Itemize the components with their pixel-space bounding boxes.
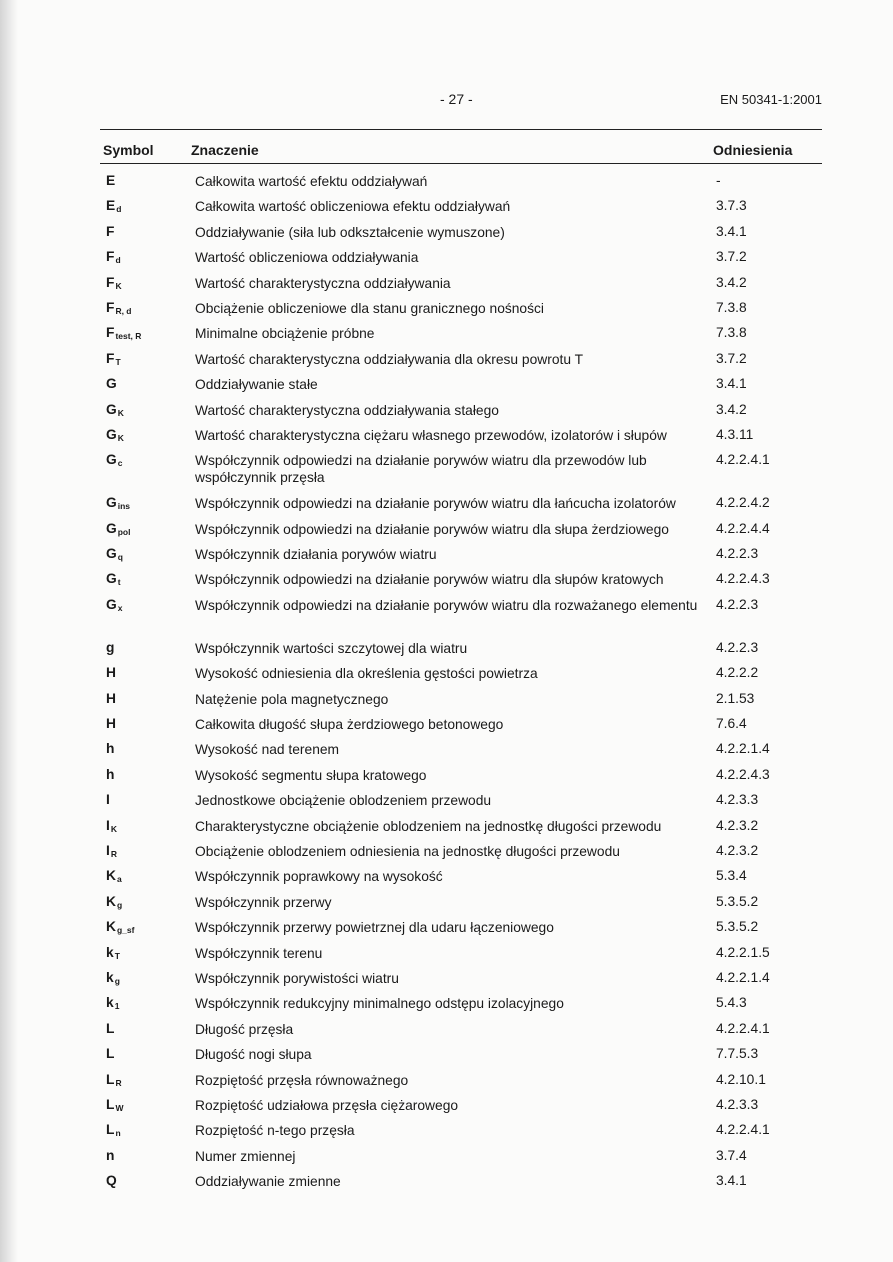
symbol-subscript: q xyxy=(117,552,123,563)
symbol-subscript: pol xyxy=(117,526,131,537)
symbol-letter: F xyxy=(106,325,115,341)
symbol-cell xyxy=(106,970,120,986)
table-row xyxy=(0,493,893,518)
symbol-cell xyxy=(106,198,121,214)
reference-cell: 4.2.2.4.2 xyxy=(716,495,770,511)
symbol-cell xyxy=(106,665,116,680)
reference-cell: 4.2.2.4.3 xyxy=(716,766,770,782)
symbol-cell xyxy=(106,1097,123,1113)
table-row xyxy=(0,298,893,323)
meaning-cell: Współczynnik odpowiedzi na działanie porywów wiatru dla słupów kratowych xyxy=(195,572,664,588)
symbol-letter: E xyxy=(106,198,116,214)
reference-cell: 3.4.1 xyxy=(716,1173,747,1189)
symbol-cell xyxy=(106,376,117,391)
symbol-cell xyxy=(106,427,124,443)
table-row xyxy=(0,273,893,298)
meaning-cell: Obciążenie oblodzeniem odniesienia na jednostkę długości przewodu xyxy=(195,843,620,859)
table-row xyxy=(0,1044,893,1069)
reference-cell: 5.3.4 xyxy=(716,868,747,884)
meaning-cell: Obciążenie obliczeniowe dla stanu granicznego nośności xyxy=(195,300,544,316)
symbol-letter: L xyxy=(106,1096,115,1112)
meaning-cell: Rozpiętość przęsła równoważnego xyxy=(195,1072,409,1088)
symbol-cell xyxy=(106,716,116,731)
table-row xyxy=(0,866,893,891)
reference-cell: 7.3.8 xyxy=(716,325,747,341)
symbol-letter: K xyxy=(106,868,116,884)
table-row xyxy=(0,400,893,425)
reference-cell: 4.2.2.2 xyxy=(716,665,759,681)
symbol-letter: I xyxy=(106,817,110,833)
symbol-cell xyxy=(106,640,114,655)
table-row xyxy=(0,323,893,348)
symbol-cell xyxy=(106,546,123,562)
reference-cell: 4.2.3.3 xyxy=(716,792,759,808)
reference-cell: 4.2.2.3 xyxy=(716,639,759,655)
reference-cell: - xyxy=(716,173,721,188)
symbol-letter: H xyxy=(106,716,116,732)
symbol-letter: k xyxy=(106,944,114,960)
reference-cell: 4.2.3.3 xyxy=(716,1096,759,1112)
symbol-cell xyxy=(106,300,132,316)
meaning-cell: Współczynnik przerwy powietrznej dla udaru łączeniowego xyxy=(195,920,554,936)
symbol-subscript: 1 xyxy=(114,1001,120,1012)
symbol-cell xyxy=(106,173,115,188)
table-row xyxy=(0,638,893,663)
meaning-cell: Całkowita wartość obliczeniowa efektu oddziaływań xyxy=(195,199,511,215)
symbol-letter: L xyxy=(106,1020,115,1036)
reference-cell: 4.2.2.4.1 xyxy=(716,1122,770,1138)
table-row xyxy=(0,1171,893,1196)
symbol-cell xyxy=(106,351,121,367)
table-row xyxy=(0,569,893,594)
symbol-letter: k xyxy=(106,969,114,985)
table-row xyxy=(0,1146,893,1171)
symbol-subscript: g xyxy=(114,975,120,986)
symbol-subscript: g xyxy=(116,899,123,910)
symbol-subscript: ins xyxy=(117,501,131,512)
symbol-cell xyxy=(106,767,114,782)
symbol-cell xyxy=(106,843,117,859)
reference-cell: 4.2.3.2 xyxy=(716,817,759,833)
symbol-cell xyxy=(106,1046,114,1061)
symbol-letter: F xyxy=(106,299,115,315)
symbol-cell xyxy=(106,1072,122,1088)
symbol-subscript: K xyxy=(115,280,122,291)
symbol-subscript: T xyxy=(114,950,120,961)
table-row xyxy=(0,1070,893,1095)
symbol-letter: F xyxy=(106,274,115,290)
symbol-letter: G xyxy=(106,546,117,562)
page-number: - 27 - xyxy=(440,91,473,107)
meaning-cell: Współczynnik odpowiedzi na działanie porywów wiatru dla łańcucha izolatorów xyxy=(195,496,676,512)
table-row xyxy=(0,790,893,815)
symbol-letter: g xyxy=(106,639,115,655)
reference-cell: 2.1.53 xyxy=(716,690,755,706)
column-header-reference: Odniesienia xyxy=(713,142,793,158)
symbol-letter: H xyxy=(106,690,116,706)
meaning-cell: Długość nogi słupa xyxy=(195,1047,312,1063)
symbol-subscript: x xyxy=(117,602,123,613)
symbol-cell xyxy=(106,691,116,706)
symbol-letter: G xyxy=(106,571,117,587)
symbol-cell xyxy=(106,818,117,834)
reference-cell: 4.2.2.3 xyxy=(716,546,759,562)
symbol-letter: L xyxy=(106,1122,115,1138)
symbol-cell xyxy=(106,894,122,910)
meaning-cell: Oddziaływanie zmienne xyxy=(195,1174,341,1190)
symbol-letter: G xyxy=(106,401,117,417)
reference-cell: 4.2.2.1.5 xyxy=(716,944,770,960)
symbol-cell xyxy=(106,275,122,291)
reference-cell: 4.2.3.2 xyxy=(716,842,759,858)
meaning-cell: Współczynnik przerwy xyxy=(195,894,332,910)
symbol-subscript: n xyxy=(115,1128,121,1139)
symbol-letter: Q xyxy=(106,1173,117,1189)
symbol-subscript: test, R xyxy=(115,331,142,342)
table-row xyxy=(0,765,893,790)
symbol-subscript: K xyxy=(117,407,124,418)
table-row xyxy=(0,689,893,714)
meaning-cell: Natężenie pola magnetycznego xyxy=(195,691,389,707)
table-row xyxy=(0,714,893,739)
symbol-cell xyxy=(106,249,121,265)
symbol-letter: H xyxy=(106,665,116,681)
table-row xyxy=(0,917,893,942)
reference-cell: 7.7.5.3 xyxy=(716,1046,759,1062)
reference-cell: 7.3.8 xyxy=(716,299,747,315)
table-row xyxy=(0,425,893,450)
symbol-cell xyxy=(106,945,120,961)
table-row xyxy=(0,595,893,638)
symbol-cell xyxy=(106,1122,121,1138)
meaning-cell: Wysokość odniesienia dla określenia gęstości powietrza xyxy=(195,666,538,682)
symbol-subscript: a xyxy=(116,874,122,885)
symbol-letter: E xyxy=(106,173,116,188)
symbol-letter: I xyxy=(106,792,110,808)
symbol-subscript: d xyxy=(116,204,122,215)
symbol-subscript: g_sf xyxy=(116,925,135,936)
meaning-cell: Wysokość nad terenem xyxy=(195,742,340,758)
symbol-letter: h xyxy=(106,766,115,782)
reference-cell: 4.2.2.4.1 xyxy=(716,452,770,468)
meaning-cell: Oddziaływanie stałe xyxy=(195,377,318,393)
reference-cell: 4.2.2.1.4 xyxy=(716,969,770,985)
document-id: EN 50341-1:2001 xyxy=(720,92,822,107)
reference-cell: 4.2.10.1 xyxy=(716,1071,766,1087)
symbol-subscript: c xyxy=(117,458,123,469)
meaning-cell: Oddziaływanie (siła lub odkształcenie wymuszone) xyxy=(195,224,505,240)
symbol-letter: F xyxy=(106,350,115,366)
table-row xyxy=(0,739,893,764)
column-header-symbol: Symbol xyxy=(103,142,154,158)
meaning-cell: Współczynnik odpowiedzi na działanie porywów wiatru dla przewodów lub współczynnik przęsła xyxy=(195,453,647,486)
meaning-cell: Rozpiętość n-tego przęsła xyxy=(195,1123,355,1139)
symbol-cell xyxy=(106,792,110,807)
meaning-cell: Współczynnik poprawkowy na wysokość xyxy=(195,869,443,885)
table-row xyxy=(0,374,893,399)
symbol-cell xyxy=(106,1173,117,1188)
symbol-letter: F xyxy=(106,249,115,265)
reference-cell: 4.3.11 xyxy=(716,426,754,442)
meaning-cell: Charakterystyczne obciążenie oblodzeniem na jednostkę długości przewodu xyxy=(195,818,662,834)
column-header-meaning: Znaczenie xyxy=(191,142,259,158)
reference-cell: 4.2.2.4.3 xyxy=(716,571,770,587)
table-row xyxy=(0,247,893,272)
reference-cell: 5.3.5.2 xyxy=(716,893,759,909)
meaning-cell: Współczynnik odpowiedzi na działanie porywów wiatru dla rozważanego elementu xyxy=(195,597,698,613)
reference-cell: 3.4.2 xyxy=(716,401,747,417)
symbol-letter: G xyxy=(106,426,117,442)
reference-cell: 4.2.2.4.1 xyxy=(716,1020,770,1036)
reference-cell: 3.7.2 xyxy=(716,249,747,265)
reference-cell: 3.4.2 xyxy=(716,274,747,290)
meaning-cell: Minimalne obciążenie próbne xyxy=(195,326,375,342)
meaning-cell: Współczynnik wartości szczytowej dla wiatru xyxy=(195,640,468,656)
symbol-cell xyxy=(106,571,121,587)
table-row xyxy=(0,1120,893,1145)
reference-cell: 3.7.3 xyxy=(716,198,747,214)
symbol-cell xyxy=(106,597,122,613)
meaning-cell: Całkowita długość słupa żerdziowego betonowego xyxy=(195,717,504,733)
table-row xyxy=(0,943,893,968)
meaning-cell: Długość przęsła xyxy=(195,1021,294,1037)
symbol-cell xyxy=(106,1021,114,1036)
symbol-subscript: K xyxy=(117,432,124,443)
symbol-subscript: R xyxy=(110,848,117,859)
reference-cell: 5.4.3 xyxy=(716,995,747,1011)
meaning-cell: Wysokość segmentu słupa kratowego xyxy=(195,767,427,783)
table-row xyxy=(0,663,893,688)
symbol-letter: G xyxy=(106,452,117,468)
meaning-cell: Współczynnik porywistości wiatru xyxy=(195,970,399,986)
symbol-cell xyxy=(106,452,122,468)
meaning-cell: Współczynnik redukcyjny minimalnego odstępu izolacyjnego xyxy=(195,996,564,1012)
table-row xyxy=(0,1095,893,1120)
symbol-letter: K xyxy=(106,893,116,909)
table-row xyxy=(0,968,893,993)
table-header-rule xyxy=(100,163,822,164)
table-row xyxy=(0,544,893,569)
symbol-subscript: t xyxy=(117,577,121,588)
symbol-subscript: K xyxy=(110,823,117,834)
symbol-subscript: R xyxy=(115,1077,122,1088)
symbol-letter: G xyxy=(106,495,117,511)
meaning-cell: Wartość charakterystyczna oddziaływania stałego xyxy=(195,402,499,418)
reference-cell: 3.7.4 xyxy=(716,1147,747,1163)
symbol-cell xyxy=(106,919,134,935)
symbol-letter: G xyxy=(106,520,117,536)
symbol-cell xyxy=(106,521,130,537)
symbol-letter: K xyxy=(106,919,116,935)
table-row xyxy=(0,993,893,1018)
table-row xyxy=(0,450,893,493)
symbol-subscript: W xyxy=(115,1102,124,1113)
symbol-letter: n xyxy=(106,1147,115,1163)
table-row xyxy=(0,519,893,544)
symbol-letter: L xyxy=(106,1071,115,1087)
symbol-cell xyxy=(106,741,114,756)
symbol-cell xyxy=(106,402,124,418)
symbol-subscript: R, d xyxy=(115,305,132,316)
symbol-letter: h xyxy=(106,741,115,757)
symbol-letter: G xyxy=(106,376,117,392)
meaning-cell: Współczynnik odpowiedzi na działanie porywów wiatru dla słupa żerdziowego xyxy=(195,521,669,537)
symbol-letter: I xyxy=(106,842,110,858)
meaning-cell: Rozpiętość udziałowa przęsła ciężarowego xyxy=(195,1097,459,1113)
table-top-rule xyxy=(100,129,822,130)
symbol-letter: k xyxy=(106,995,114,1011)
table-row xyxy=(0,171,893,196)
table-row xyxy=(0,816,893,841)
symbol-subscript: d xyxy=(115,255,121,266)
meaning-cell: Wartość charakterystyczna oddziaływania dla okresu powrotu T xyxy=(195,351,584,367)
symbol-subscript: T xyxy=(115,356,121,367)
table-row xyxy=(0,1019,893,1044)
reference-cell: 7.6.4 xyxy=(716,716,747,732)
symbol-cell xyxy=(106,1148,114,1163)
table-row xyxy=(0,196,893,221)
table-row xyxy=(0,349,893,374)
symbol-table-body xyxy=(0,171,893,1196)
table-row xyxy=(0,222,893,247)
table-row xyxy=(0,892,893,917)
symbol-cell xyxy=(106,325,141,341)
reference-cell: 4.2.2.1.4 xyxy=(716,741,770,757)
meaning-cell: Wartość obliczeniowa oddziaływania xyxy=(195,250,419,266)
symbol-letter: L xyxy=(106,1046,115,1062)
symbol-cell xyxy=(106,995,119,1011)
symbol-letter: F xyxy=(106,223,115,239)
table-row xyxy=(0,841,893,866)
reference-cell: 3.4.1 xyxy=(716,223,747,239)
meaning-cell: Całkowita wartość efektu oddziaływań xyxy=(195,174,428,189)
symbol-cell xyxy=(106,868,122,884)
symbol-cell xyxy=(106,495,130,511)
reference-cell: 3.4.1 xyxy=(716,376,747,392)
meaning-cell: Jednostkowe obciążenie oblodzeniem przewodu xyxy=(195,793,492,809)
meaning-cell: Współczynnik terenu xyxy=(195,945,323,961)
meaning-cell: Numer zmiennej xyxy=(195,1148,296,1164)
reference-cell: 4.2.2.3 xyxy=(716,596,759,612)
symbol-letter: G xyxy=(106,596,117,612)
meaning-cell: Wartość charakterystyczna ciężaru własnego przewodów, izolatorów i słupów xyxy=(195,427,667,443)
reference-cell: 4.2.2.4.4 xyxy=(716,520,770,536)
reference-cell: 3.7.2 xyxy=(716,350,747,366)
meaning-cell: Wartość charakterystyczna oddziaływania xyxy=(195,275,451,291)
meaning-cell: Współczynnik działania porywów wiatru xyxy=(195,547,437,563)
reference-cell: 5.3.5.2 xyxy=(716,919,759,935)
symbol-cell xyxy=(106,224,114,239)
